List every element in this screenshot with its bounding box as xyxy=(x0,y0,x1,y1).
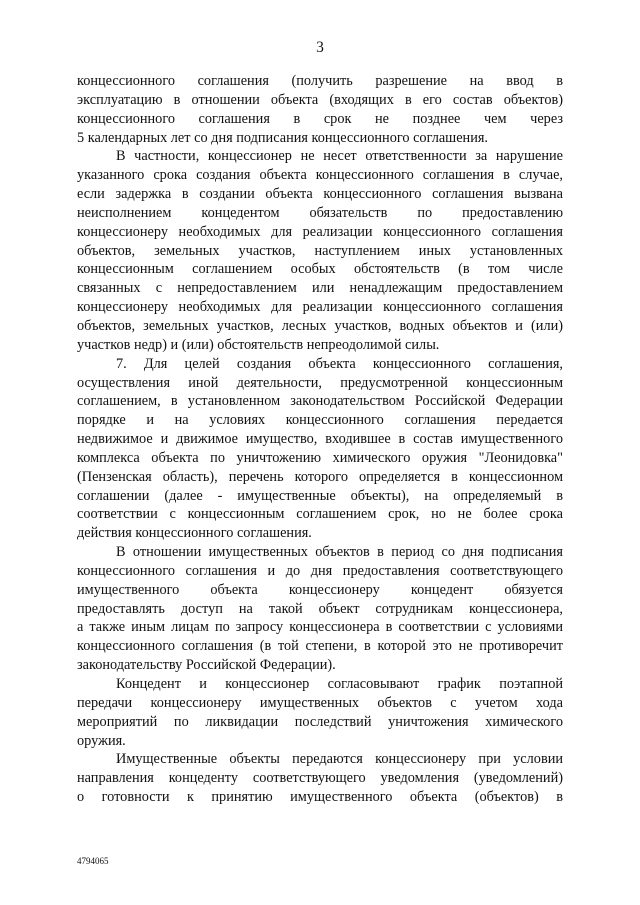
text-line: направления концеденту соответствующего уведомления (уведомлений) xyxy=(77,770,563,787)
text-line: соглашении (далее - имущественные объекты), на определяемый в xyxy=(77,487,563,504)
text-line: концессионным соглашением особых обстоятельств (в том числе xyxy=(77,261,563,278)
document-body xyxy=(77,72,563,807)
page-number: 3 xyxy=(316,39,324,56)
paragraph xyxy=(77,750,563,807)
text-line: о готовности к принятию имущественного объекта (объектов) в xyxy=(77,789,563,806)
text-line: оружия. xyxy=(77,732,126,749)
text-line: Имущественные объекты передаются концессионеру при условии xyxy=(116,751,563,768)
text-line: концессионного соглашения (получить разрешение на ввод в xyxy=(77,73,563,89)
paragraph xyxy=(77,675,563,750)
text-line: концессионного соглашения в срок не позднее чем через xyxy=(77,110,563,127)
paragraph xyxy=(77,355,563,543)
text-line: эксплуатацию в отношении объекта (входящих в его состав объектов) xyxy=(77,91,563,108)
text-line: концессионного соглашения (в той степени, в которой это не противоречит xyxy=(77,638,563,655)
text-line: объектов, земельных участков, лесных участков, водных объектов и (или) xyxy=(77,317,563,334)
text-line: связанных с непредоставлением или ненадлежащим предоставлением xyxy=(77,280,563,297)
paragraph xyxy=(77,72,563,147)
text-line: концессионеру необходимых для реализации концессионного соглашения xyxy=(77,223,563,240)
text-line: действия концессионного соглашения. xyxy=(77,525,312,542)
text-line: участков недр) и (или) обстоятельств непреодолимой силы. xyxy=(77,336,440,353)
text-line: соглашением, в установленном законодательством Российской Федерации xyxy=(77,393,563,410)
paragraph xyxy=(77,543,563,675)
text-line: В отношении имущественных объектов в период со дня подписания xyxy=(116,544,563,561)
text-line: мероприятий по ликвидации последствий уничтожения химического xyxy=(77,713,563,730)
text-line: осуществления иной деятельности, предусмотренной концессионным xyxy=(77,374,563,391)
document-code: 4794065 xyxy=(77,856,109,866)
text-line: соответствии с концессионным соглашением срок, но не более срока xyxy=(77,506,563,523)
text-line: комплекса объекта по уничтожению химического оружия "Леонидовка" xyxy=(77,449,563,466)
text-line: передачи концессионеру имущественных объектов с учетом хода xyxy=(77,694,563,711)
text-line: 5 календарных лет со дня подписания концессионного соглашения. xyxy=(77,129,488,146)
text-line: Концедент и концессионер согласовывают график поэтапной xyxy=(116,676,563,692)
text-line: 7. Для целей создания объекта концессионного соглашения, xyxy=(116,355,563,372)
text-line: законодательству Российской Федерации). xyxy=(77,657,336,674)
text-line: концессионного соглашения и до дня предоставления соответствующего xyxy=(77,562,563,579)
text-line: (Пензенская область), перечень которого определяется в концессионном xyxy=(77,468,563,485)
text-line: концессионеру необходимых для реализации концессионного соглашения xyxy=(77,299,563,316)
paragraph xyxy=(77,147,563,354)
text-line: указанного срока создания объекта концессионного соглашения в случае, xyxy=(77,167,563,184)
text-line: неисполнением концедентом обязательств по предоставлению xyxy=(77,204,563,221)
text-line: В частности, концессионер не несет ответственности за нарушение xyxy=(116,148,563,165)
text-line: а также иным лицам по запросу концессионера в соответствии с условиями xyxy=(77,619,563,636)
text-line: порядке и на условиях концессионного соглашения передается xyxy=(77,412,563,429)
text-line: объектов, земельных участков, наступлением иных установленных xyxy=(77,242,563,259)
text-line: предоставлять доступ на такой объект сотрудникам концессионера, xyxy=(77,600,563,617)
text-line: недвижимое и движимое имущество, входившее в состав имущественного xyxy=(77,431,563,448)
text-line: если задержка в создании объекта концессионного соглашения вызвана xyxy=(77,186,563,203)
text-line: имущественного объекта концессионеру концедент обязуется xyxy=(77,581,563,598)
